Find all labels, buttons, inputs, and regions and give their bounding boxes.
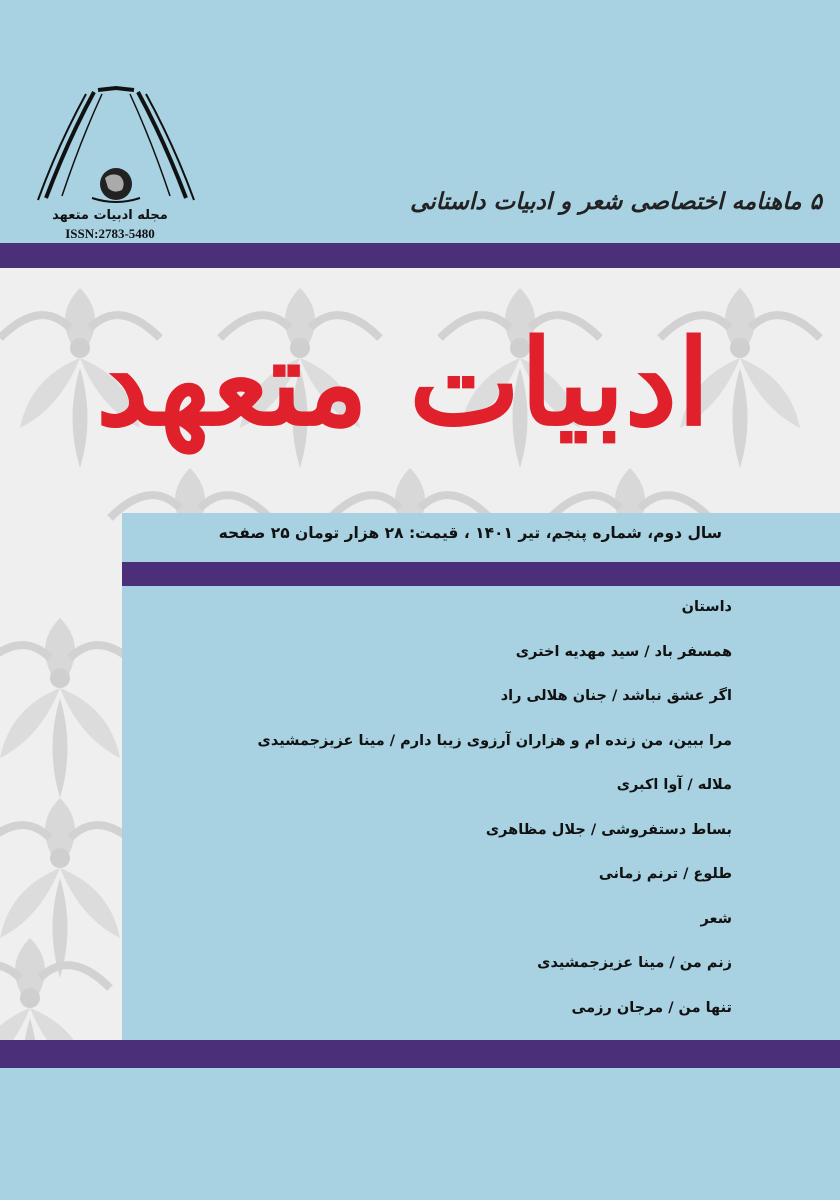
panel-purple-band [122,562,840,586]
top-purple-band [0,243,840,268]
toc-item: ملاله / آوا اکبری [616,777,732,793]
magazine-tagline: ۵ ماهنامه اختصاصی شعر و ادبیات داستانی [410,188,822,215]
toc-item: همسفر باد / سید مهدیه اختری [515,643,732,660]
toc-item: مرا ببین، من زنده ام و هزاران آرزوی زیبا دارم / مینا عزیزجمشیدی [257,732,732,749]
toc-item: اگر عشق نباشد / جنان هلالی راد [500,688,732,704]
toc-item: داستان [681,599,732,615]
toc-item: زنم من / مینا عزیزجمشیدی [537,955,732,971]
bottom-purple-band [0,1040,840,1068]
issue-info: سال دوم، شماره پنجم، تیر ۱۴۰۱ ، قیمت: ۲۸ هزار تومان ۲۵ صفحه [218,524,722,542]
magazine-title: ادبیات متعهد [96,313,710,452]
issn-number: ISSN:2783-5480 [65,226,155,241]
logo-caption: مجله ادبیات متعهد [52,208,168,223]
toc-item: شعر [700,910,732,927]
toc-item: طلوع / ترنم زمانی [598,866,732,882]
table-of-contents [258,596,732,1041]
toc-item: بساط دستفروشی / جلال مظاهری [485,821,732,838]
toc-item: تنها من / مرجان رزمی [571,999,732,1016]
